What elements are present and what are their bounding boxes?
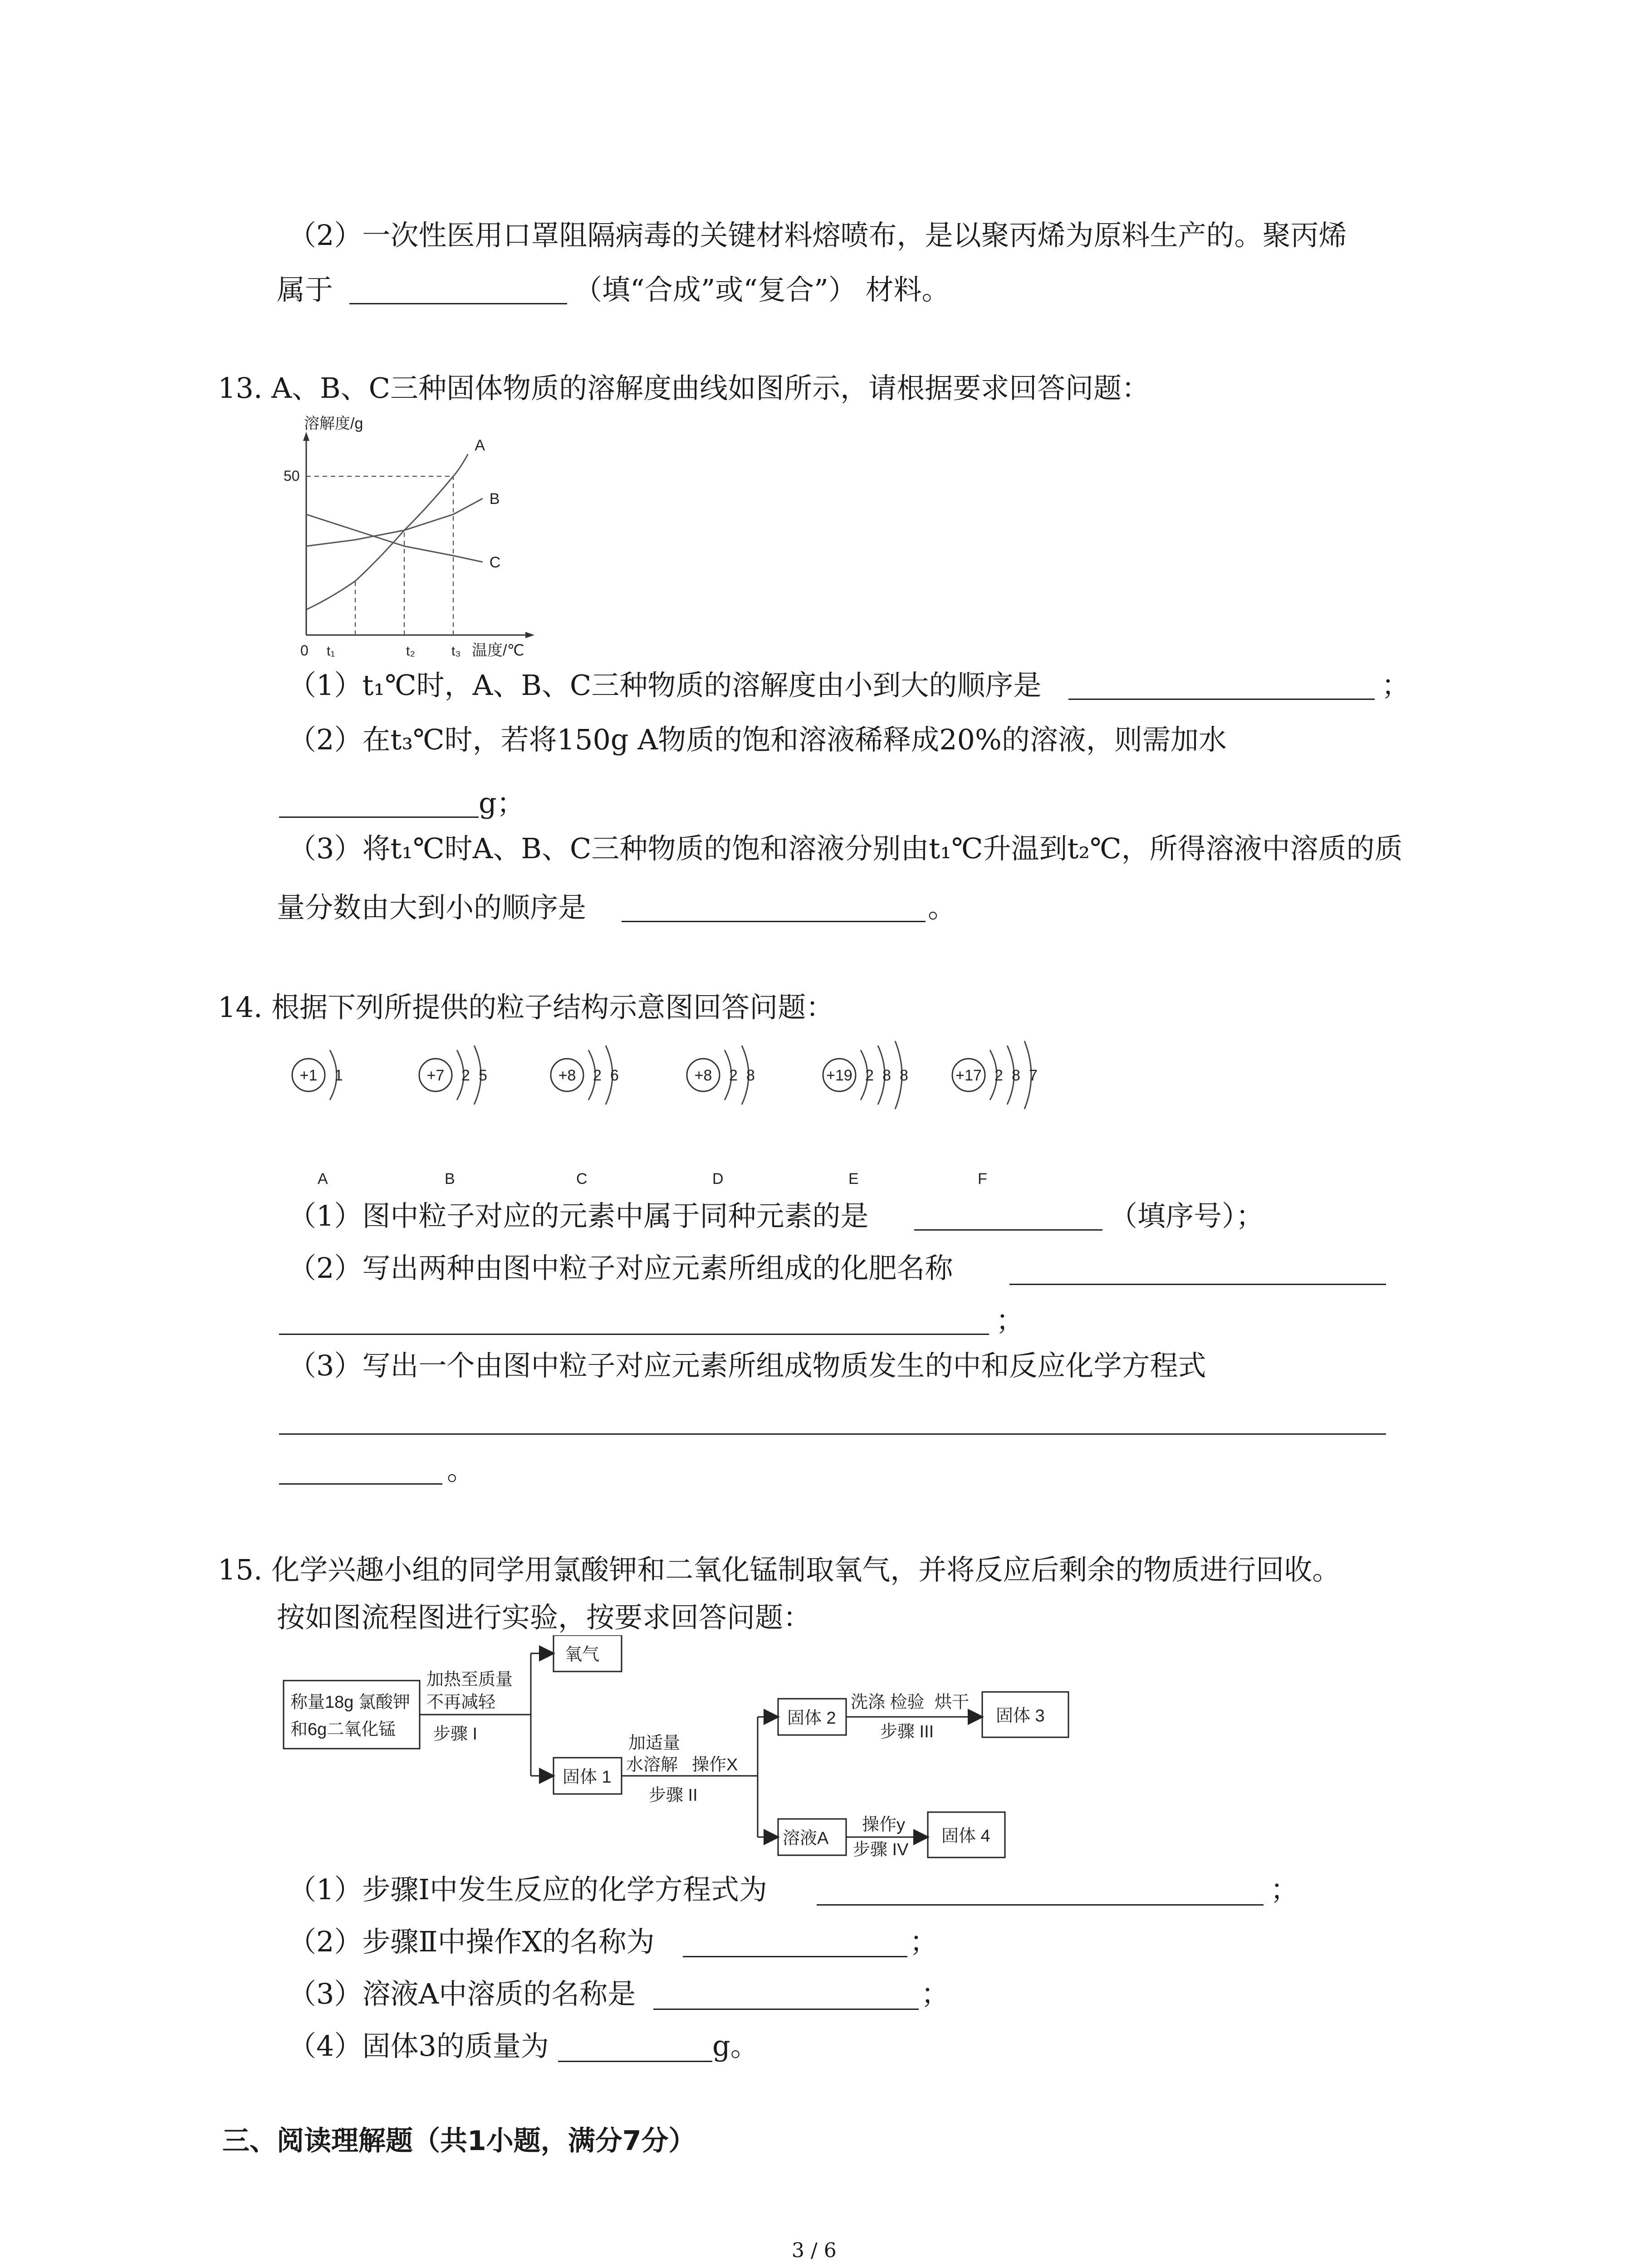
electron-count: 1 [334, 1067, 343, 1084]
atom-D [687, 1046, 755, 1188]
flow-step2-top2: 水溶解 [626, 1755, 678, 1774]
atom-label: A [318, 1170, 328, 1188]
nucleus-charge: +7 [426, 1067, 445, 1084]
electron-count: 2 [865, 1067, 874, 1084]
electron-count: 2 [994, 1067, 1003, 1084]
q14-p3-blank-1[interactable] [279, 1433, 1386, 1435]
q14-p1-blank[interactable] [914, 1229, 1102, 1231]
series-A-label: A [475, 437, 485, 454]
flow-step1-bottom: 步骤 I [433, 1725, 478, 1744]
q15-stem-line1: 15. 化学兴趣小组的同学用氯酸钾和二氧化锰制取氧气，并将反应后剩余的物质进行回收。 [218, 1553, 1341, 1586]
atom-structure-diagrams [272, 1034, 1180, 1193]
q13-p3-blank[interactable] [622, 921, 926, 922]
page-number: 3 / 6 [792, 2239, 837, 2262]
atom-B [419, 1046, 487, 1188]
atom-label: D [712, 1170, 724, 1188]
chart-y-arrow [303, 432, 309, 441]
electron-count: 2 [729, 1067, 738, 1084]
electron-count: 6 [610, 1067, 619, 1084]
q12-part2-line2-post: （填“合成”或“复合”） 材料。 [574, 273, 950, 306]
chart-xtick-t2: t₂ [406, 644, 415, 659]
q13-p3-line2: 量分数由大到小的顺序是 [277, 891, 587, 924]
chart-xtick-t1: t₁ [327, 644, 335, 659]
section3-heading: 三、阅读理解题（共1小题，满分7分） [222, 2125, 696, 2157]
flow-step4-bottom: 步骤 IV [853, 1840, 909, 1859]
q15-p4: （4）固体3的质量为 [288, 2029, 549, 2063]
series-C-label: C [489, 554, 501, 571]
series-C-curve [306, 514, 483, 562]
chart-x-arrow [525, 632, 534, 638]
q13-p3-end: 。 [928, 891, 956, 924]
nucleus-charge: +17 [955, 1067, 982, 1084]
chart-xlabel: 温度/℃ [472, 642, 524, 659]
q14-p1-end: （填序号）； [1109, 1199, 1264, 1232]
atom-label: C [576, 1170, 588, 1188]
q15-p2: （2）步骤Ⅱ中操作X的名称为 [288, 1925, 655, 1958]
chart-ylabel: 溶解度/g [304, 415, 363, 432]
electron-count: 2 [461, 1067, 470, 1084]
flow-step3-bottom: 步骤 III [880, 1722, 934, 1741]
q12-answer-blank[interactable] [349, 303, 567, 304]
q13-p3-line1: （3）将t₁℃时A、B、C三种物质的饱和溶液分别由t₁℃升温到t₂℃，所得溶液中溶质的质 [288, 832, 1403, 865]
q13-p1: （1）t₁℃时，A、B、C三种物质的溶解度由小到大的顺序是 [288, 669, 1042, 702]
flow-solid4: 固体 4 [941, 1827, 990, 1846]
flow-dry: 烘干 [935, 1693, 970, 1712]
atom-label: E [848, 1170, 859, 1188]
atom-F [952, 1041, 1038, 1188]
q14-p2: （2）写出两种由图中粒子对应元素所组成的化肥名称 [288, 1251, 953, 1285]
q15-p3: （3）溶液A中溶质的名称是 [288, 1977, 636, 2010]
q14-p1: （1）图中粒子对应的元素中属于同种元素的是 [288, 1199, 869, 1232]
electron-count: 8 [746, 1067, 755, 1084]
flow-step2-bottom: 步骤 II [649, 1786, 698, 1805]
nucleus-charge: +1 [299, 1067, 318, 1084]
nucleus-charge: +19 [826, 1067, 852, 1084]
flow-step2-top1: 加适量 [628, 1734, 681, 1753]
flow-start-line2: 和6g二氧化锰 [290, 1720, 396, 1739]
atom-A [292, 1050, 343, 1188]
q15-p1-end: ； [1270, 1873, 1299, 1906]
experiment-flowchart [281, 1635, 1080, 1871]
flow-solid1: 固体 1 [563, 1768, 612, 1787]
q12-part2-line2-pre: 属于 [277, 273, 333, 306]
atom-label: F [978, 1170, 987, 1188]
nucleus-charge: +8 [694, 1067, 712, 1084]
solubility-chart [277, 408, 576, 662]
nucleus-charge: +8 [558, 1067, 576, 1084]
flow-start-line1: 称量18g 氯酸钾 [290, 1693, 410, 1712]
q15-p3-end: ； [921, 1977, 950, 2010]
chart-ytick-50: 50 [284, 468, 300, 484]
q15-p2-blank[interactable] [683, 1956, 907, 1957]
q13-p2: （2）在t₃℃时，若将150g A物质的饱和溶液稀释成20%的溶液，则需加水 [288, 723, 1227, 756]
q14-p3-blank-2[interactable] [279, 1483, 442, 1485]
chart-xtick-t3: t₃ [451, 644, 461, 659]
electron-count: 8 [900, 1067, 908, 1084]
q13-p1-blank[interactable] [1068, 699, 1375, 700]
q14-p2-blank-2[interactable] [279, 1334, 989, 1335]
atom-C [551, 1046, 619, 1188]
q14-p2-end: ； [996, 1304, 1024, 1337]
q15-p4-blank[interactable] [558, 2061, 712, 2062]
q15-p4-end: g。 [712, 2029, 759, 2063]
flow-solid2: 固体 2 [787, 1709, 836, 1728]
series-B-label: B [489, 490, 500, 508]
flow-opy: 操作y [862, 1815, 906, 1834]
q15-p1-blank[interactable] [817, 1904, 1264, 1906]
flow-step1-top2: 不再减轻 [426, 1693, 496, 1712]
flow-opx: 操作X [692, 1755, 738, 1774]
q14-p3-end: 。 [447, 1453, 475, 1486]
electron-count: 2 [593, 1067, 602, 1084]
q15-p3-blank[interactable] [653, 2009, 919, 2010]
q15-stem-line2: 按如图流程图进行实验，按要求回答问题： [277, 1601, 812, 1634]
atom-label: B [445, 1170, 455, 1188]
flow-oxygen: 氧气 [565, 1645, 600, 1664]
flow-step1-top1: 加热至质量 [426, 1670, 513, 1689]
q13-p2-blank[interactable] [279, 816, 479, 818]
chart-origin-label: 0 [300, 642, 309, 659]
flow-solutionA: 溶液A [783, 1829, 829, 1848]
q13-p2-end: g； [479, 787, 525, 820]
q14-stem: 14. 根据下列所提供的粒子结构示意图回答问题： [218, 991, 834, 1024]
q15-p2-end: ； [910, 1925, 938, 1958]
q14-p2-blank-1[interactable] [1009, 1284, 1386, 1285]
flow-step3-top: 洗涤 检验 [851, 1693, 925, 1712]
atom-E [823, 1041, 908, 1188]
electron-count: 7 [1029, 1067, 1038, 1084]
flow-solid3: 固体 3 [996, 1706, 1045, 1725]
series-A-curve [306, 454, 468, 610]
q15-p1: （1）步骤Ⅰ中发生反应的化学方程式为 [288, 1873, 767, 1906]
electron-count: 8 [1012, 1067, 1020, 1084]
electron-count: 8 [882, 1067, 891, 1084]
q14-p3: （3）写出一个由图中粒子对应元素所组成物质发生的中和反应化学方程式 [288, 1349, 1206, 1382]
q12-part2-line1: （2）一次性医用口罩阻隔病毒的关键材料熔喷布，是以聚丙烯为原料生产的。聚丙烯 [288, 219, 1347, 252]
electron-count: 5 [479, 1067, 487, 1084]
q13-stem: 13. A、B、C三种固体物质的溶解度曲线如图所示，请根据要求回答问题： [218, 371, 1150, 405]
q13-p1-end: ； [1381, 669, 1410, 702]
